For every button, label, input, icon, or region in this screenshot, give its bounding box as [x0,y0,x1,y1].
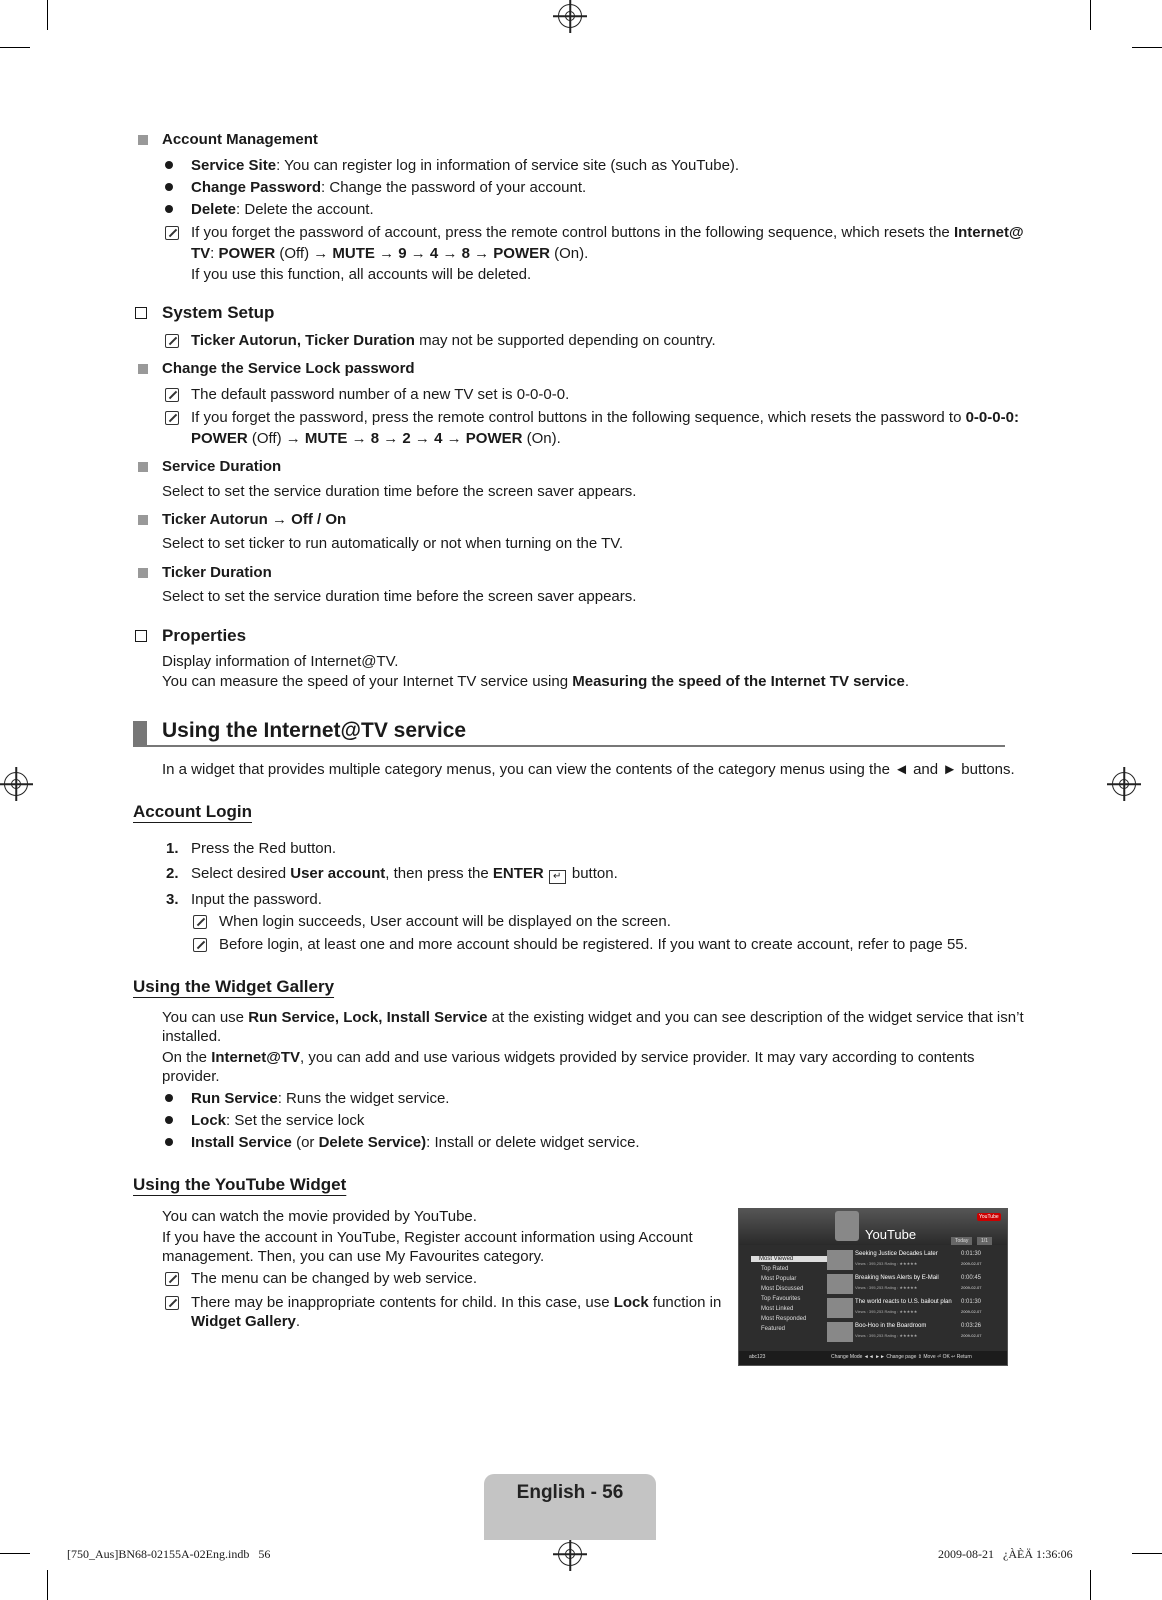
video-meta: Views : 395,253 Rating : ★★★★★ [855,1333,918,1338]
youtube-widget-title: Using the YouTube Widget [133,1175,347,1194]
video-title: Breaking News Alerts by E-Mail [855,1275,939,1281]
bullet-icon [165,1116,173,1124]
crop-mark [0,47,30,48]
paragraph: You can watch the movie provided by YouTube. [162,1208,477,1225]
step-number: 2. [166,865,179,882]
video-title: Boo-Hoo in the Boardroom [855,1323,927,1329]
note-icon [165,226,179,240]
note-text: If you forget the password, press the remote control buttons in the following sequence, which resets the password to 0-0-0-0: [191,409,1019,426]
ticker-autorun-title: Ticker Autorun → Off / On [162,511,347,528]
note-text: TV: POWER (Off) → MUTE → 9 → 4 → 8 → POWER (On). [191,245,589,262]
bullet-icon [165,161,173,169]
properties-line: You can measure the speed of your Internet TV service using Measuring the speed of the Internet TV service. [162,673,910,690]
note-text: When login succeeds, User account will be displayed on the screen. [219,913,671,930]
section-title: Using the Internet@TV service [162,719,467,742]
account-mgmt-title: Account Management [162,131,318,148]
bullet-icon [165,205,173,213]
page-number: English - 56 [516,1482,624,1503]
note-icon [165,388,179,402]
paragraph: installed. [162,1028,222,1045]
yt-tab: 1/1 [977,1237,992,1245]
yt-menu-item: Top Rated [761,1266,789,1272]
enter-icon: ↵ [549,870,566,884]
video-meta: Views : 395,253 Rating : ★★★★★ [855,1261,918,1266]
note-icon [165,411,179,425]
registration-mark-icon [4,772,28,796]
crop-mark [1132,1553,1162,1554]
list-item: Install Service (or Delete Service): Install or delete widget service. [191,1134,640,1151]
ticker-duration-desc: Select to set the service duration time before the screen saver appears. [162,588,637,605]
footer-file: [750_Aus]BN68-02155A-02Eng.indb 56 [67,1547,271,1561]
crop-mark [1090,0,1091,30]
camera-icon [835,1211,859,1241]
registration-mark-icon [1112,772,1136,796]
step-text: Press the Red button. [191,840,337,857]
video-date: 2009-02-07 [961,1333,982,1338]
widget-gallery-title: Using the Widget Gallery [133,977,335,996]
note-icon [165,334,179,348]
checkbox-bullet-icon [135,630,147,642]
video-time: 0:01:30 [961,1251,982,1257]
yt-menu-item: Most Responded [761,1316,807,1322]
note-text: POWER (Off) → MUTE → 8 → 2 → 4 → POWER (On). [191,430,561,447]
square-bullet-icon [138,135,148,145]
video-meta: Views : 395,253 Rating : ★★★★★ [855,1285,918,1290]
video-title: Seeking Justice Decades Later [855,1251,938,1257]
bullet-icon [165,1138,173,1146]
note-text: Widget Gallery. [191,1313,301,1330]
yt-menu-item: Most Discussed [761,1286,804,1292]
section-marker [133,721,147,746]
video-date: 2009-02-07 [961,1261,982,1266]
yt-logo: YouTube [865,1227,917,1242]
service-lock-title: Change the Service Lock password [162,360,415,377]
note-text: If you forget the password of account, press the remote control buttons in the following sequence, which resets the Internet@ [191,224,1024,241]
paragraph: You can use Run Service, Lock, Install Service at the existing widget and you can see description of the widget service that isn’t [162,1009,1024,1026]
section-intro: In a widget that provides multiple category menus, you can view the contents of the category menus using the ◄ and ► buttons. [162,761,1015,778]
properties-line: Display information of Internet@TV. [162,653,399,670]
ticker-duration-title: Ticker Duration [162,564,272,581]
square-bullet-icon [138,515,148,525]
note-icon [165,1272,179,1286]
video-thumbnail [827,1322,853,1342]
note-text: The menu can be changed by web service. [191,1270,478,1287]
note-text: Before login, at least one and more account should be registered. If you want to create account, refer to page 55. [219,936,968,953]
account-login-title: Account Login [133,802,252,821]
list-item: Change Password: Change the password of your account. [191,179,587,196]
step-number: 3. [166,891,179,908]
yt-menu-item: Most Viewed [751,1256,829,1262]
note-text: If you use this function, all accounts will be deleted. [191,266,532,283]
yt-menu-item: Most Popular [761,1276,797,1282]
video-thumbnail [827,1250,853,1270]
service-duration-title: Service Duration [162,458,282,475]
step-text: Select desired User account, then press the ENTER ↵ button. [191,865,618,882]
video-time: 0:00:45 [961,1275,982,1281]
yt-video-row [827,1297,1003,1319]
yt-video-row [827,1273,1003,1295]
bullet-icon [165,1094,173,1102]
registration-mark-icon [558,4,582,28]
yt-badge: YouTube [979,1214,999,1220]
paragraph: If you have the account in YouTube, Register account information using Account [162,1229,693,1246]
yt-footer-controls: Change Mode ◄◄ ►► Change page ⇕ Move ⏎ OK ↩ Return [831,1354,972,1360]
square-bullet-icon [138,462,148,472]
yt-menu [751,1253,823,1349]
paragraph: On the Internet@TV, you can add and use various widgets provided by service provider. It may vary according to contents [162,1049,975,1066]
checkbox-bullet-icon [135,307,147,319]
yt-footer-user: abc123 [749,1354,766,1360]
video-time: 0:03:26 [961,1323,982,1329]
yt-tab: Today [951,1237,972,1245]
video-thumbnail [827,1274,853,1294]
system-setup-title: System Setup [162,303,275,322]
list-item: Run Service: Runs the widget service. [191,1090,450,1107]
properties-title: Properties [162,626,247,645]
square-bullet-icon [138,568,148,578]
note-icon [193,938,207,952]
yt-menu-item: Featured [761,1326,786,1332]
ticker-autorun-desc: Select to set ticker to run automatically or not when turning on the TV. [162,535,624,552]
note-icon [193,915,207,929]
note-text: The default password number of a new TV set is 0-0-0-0. [191,386,570,403]
step-number: 1. [166,840,179,857]
video-title: The world reacts to U.S. bailout plan [855,1299,952,1305]
list-item: Lock: Set the service lock [191,1112,365,1129]
paragraph: management. Then, you can use My Favourites category. [162,1248,545,1265]
video-date: 2009-02-07 [961,1309,982,1314]
section-rule [133,745,1005,747]
registration-mark-icon [558,1542,582,1566]
yt-video-row [827,1249,1003,1271]
video-date: 2009-02-07 [961,1285,982,1290]
youtube-screenshot [738,1208,1008,1366]
yt-menu-item: Most Linked [761,1306,794,1312]
square-bullet-icon [138,364,148,374]
paragraph: provider. [162,1068,220,1085]
video-time: 0:01:30 [961,1299,982,1305]
service-duration-desc: Select to set the service duration time before the screen saver appears. [162,483,637,500]
yt-menu-item: Top Favourites [761,1296,801,1302]
bullet-icon [165,183,173,191]
crop-mark [1132,47,1162,48]
crop-mark [0,1553,30,1554]
note-text: There may be inappropriate contents for child. In this case, use Lock function in [191,1294,722,1311]
crop-mark [1090,1570,1091,1600]
note-text: Ticker Autorun, Ticker Duration may not be supported depending on country. [191,332,716,349]
note-icon [165,1296,179,1310]
yt-video-row [827,1321,1003,1343]
crop-mark [47,1570,48,1600]
video-meta: Views : 395,253 Rating : ★★★★★ [855,1309,918,1314]
video-thumbnail [827,1298,853,1318]
crop-mark [47,0,48,30]
list-item: Delete: Delete the account. [191,201,374,218]
step-text: Input the password. [191,891,322,908]
footer-stamp: 2009-08-21 ¿ÀÈÄ 1:36:06 [938,1547,1073,1561]
list-item: Service Site: You can register log in information of service site (such as YouTube). [191,157,740,174]
